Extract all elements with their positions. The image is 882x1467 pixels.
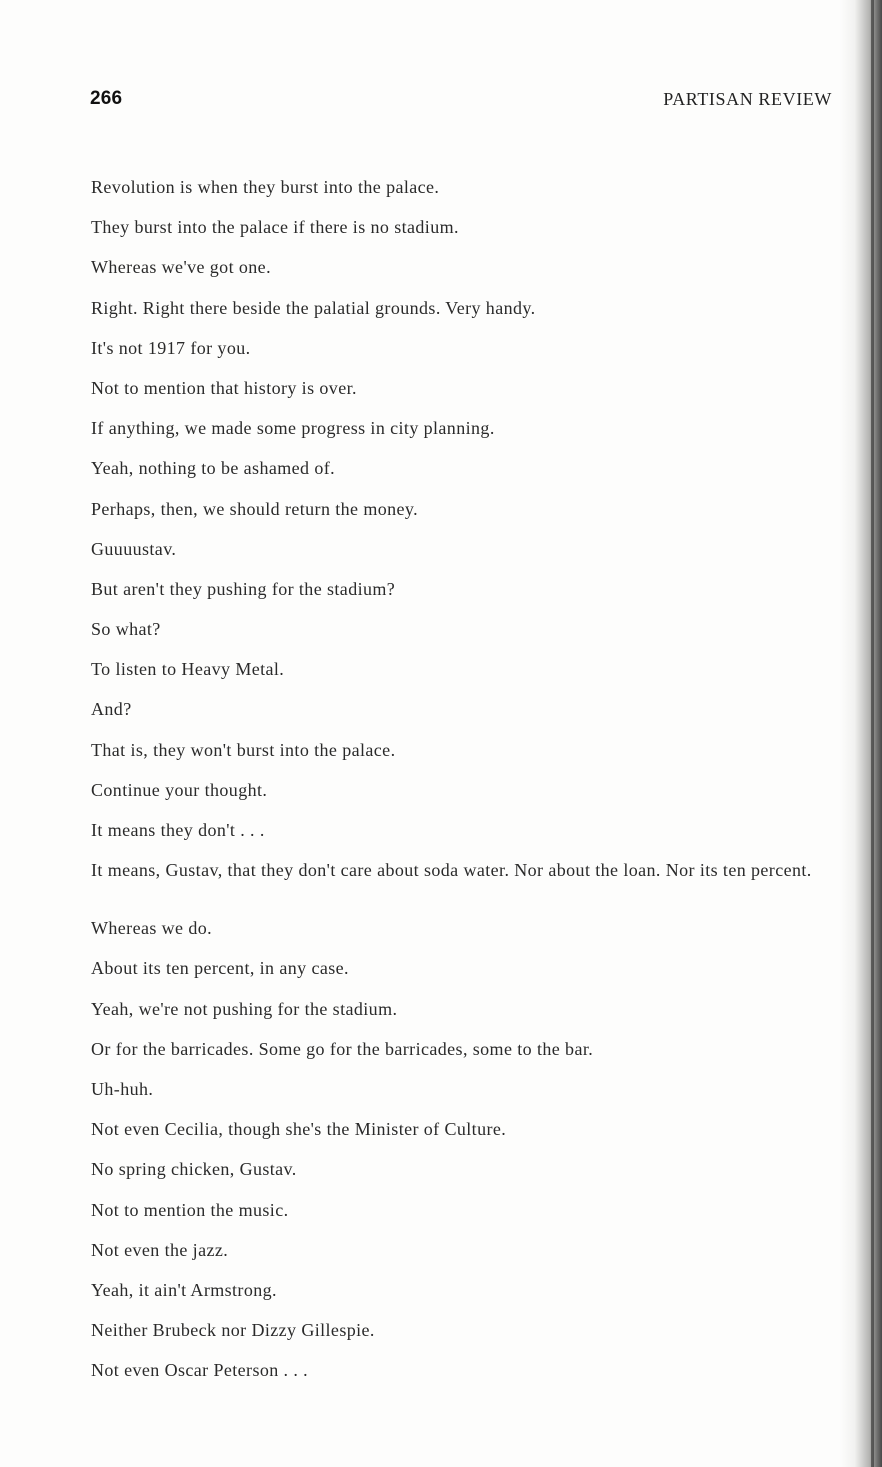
page-gutter-edge (871, 0, 874, 1467)
dialogue-line: Revolution is when they burst into the palace. (91, 177, 440, 197)
dialogue-line: No spring chicken, Gustav. (91, 1159, 297, 1180)
dialogue-line: Whereas we've got one. (91, 257, 271, 278)
dialogue-line: Yeah, nothing to be ashamed of. (91, 458, 336, 479)
dialogue-line: So what? (91, 619, 161, 640)
dialogue-line: Continue your thought. (91, 779, 268, 800)
dialogue-line: Not to mention the music. (91, 1199, 289, 1220)
page-gutter-shadow (840, 0, 882, 1467)
page-number: 266 (90, 88, 123, 109)
dialogue-line: Perhaps, then, we should return the money. (91, 498, 419, 519)
dialogue-line: And? (91, 699, 132, 720)
dialogue-line: Yeah, it ain't Armstrong. (91, 1279, 277, 1300)
dialogue-line: Not even Oscar Peterson . . . (91, 1360, 309, 1381)
dialogue-line: It means, Gustav, that they don't care about soda water. Nor about the loan. Nor its ten percent. (91, 860, 812, 881)
dialogue-line: To listen to Heavy Metal. (91, 659, 285, 680)
dialogue-line: Right. Right there beside the palatial grounds. Very handy. (91, 297, 536, 318)
dialogue-line: Whereas we do. (91, 918, 213, 939)
dialogue-line: Neither Brubeck nor Dizzy Gillespie. (91, 1320, 375, 1341)
dialogue-line: But aren't they pushing for the stadium? (91, 578, 396, 599)
dialogue-line: That is, they won't burst into the palace. (91, 739, 396, 760)
dialogue-line: Yeah, we're not pushing for the stadium. (91, 998, 398, 1019)
dialogue-line: About its ten percent, in any case. (91, 958, 349, 979)
dialogue-line: Not to mention that history is over. (91, 377, 357, 398)
dialogue-line: Not even Cecilia, though she's the Minister of Culture. (91, 1119, 507, 1140)
dialogue-line: They burst into the palace if there is no stadium. (91, 217, 459, 238)
running-head: PARTISAN REVIEW (663, 89, 832, 109)
dialogue-line: If anything, we made some progress in city planning. (91, 418, 495, 439)
dialogue-text (91, 176, 841, 1399)
dialogue-line: Guuuustav. (91, 538, 177, 559)
dialogue-line: Or for the barricades. Some go for the barricades, some to the bar. (91, 1038, 594, 1059)
dialogue-line: Not even the jazz. (91, 1239, 229, 1260)
dialogue-line: Uh-huh. (91, 1078, 154, 1099)
dialogue-line: It's not 1917 for you. (91, 337, 251, 358)
dialogue-line: It means they don't . . . (91, 820, 265, 840)
